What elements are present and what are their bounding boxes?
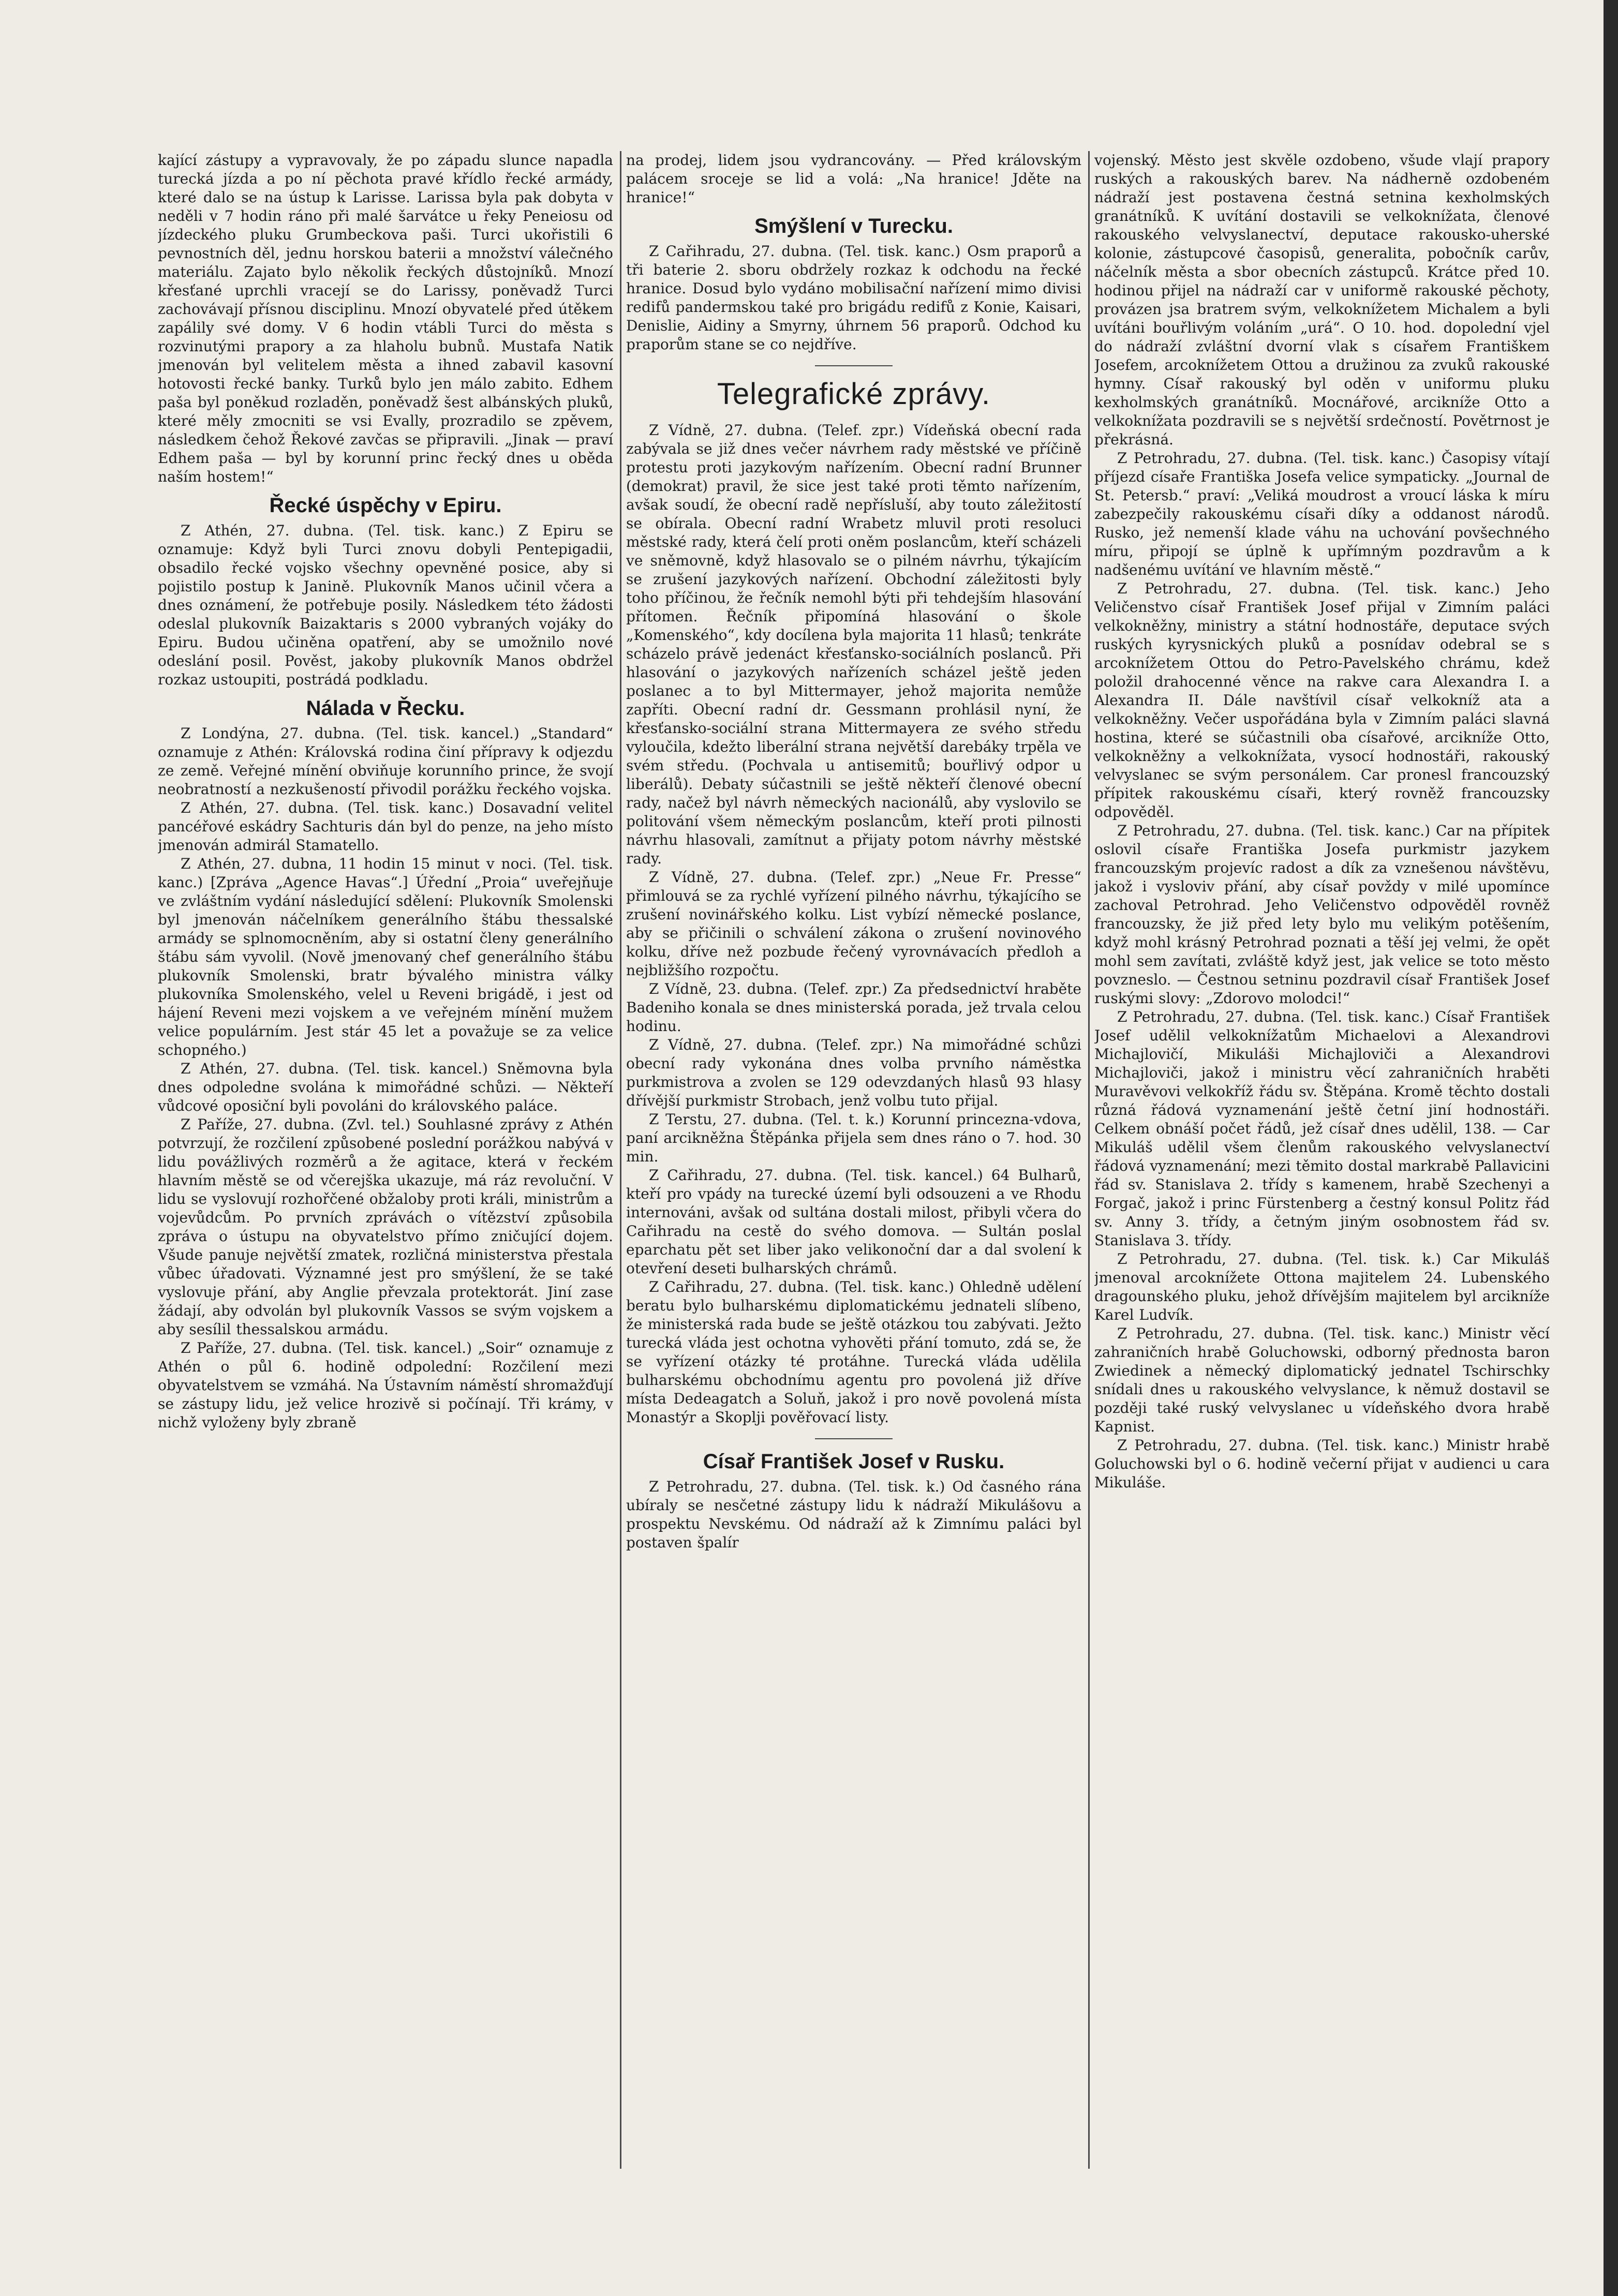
article-paragraph: Z Cařihradu, 27. dubna. (Tel. tisk. kanc.) Osm praporů a tři baterie 2. sboru obdržely rozkaz k odchodu na řecké hranice. Dosud bylo vydáno mobilisační nařízení mimo divisi redifů pandermskou také pro brigádu redifů z Konie, Kaisari, Denislie, Aidiny a Smyrny, úhrnem 56 praporů. Odchod ku praporům stane se co nejdříve. (626, 243, 1081, 353)
article-paragraph: na prodej, lidem jsou vydrancovány. — Před královským palácem sroceje se lid a volá: „Na hranice! Jděte na hranice!“ (626, 152, 1081, 206)
article-paragraph: Z Vídně, 27. dubna. (Telef. zpr.) „Neue Fr. Presse“ přimlouvá se za rychlé vyřízení pilného návrhu, týkajícího se zrušení novinářského kolku. List vybízí německé poslance, aby se přičinili o schválení zákona o zrušení novinového kolku, dříve než pozbude řečený vyrovnávacích předloh a nejbližšího rozpočtu. (626, 869, 1081, 979)
column-3 (1094, 151, 1550, 2241)
article-paragraph: Z Petrohradu, 27. dubna. (Tel. tisk. kanc.) Jeho Veličenstvo císař František Josef přijal v Zimním paláci velkokněžny, ministry a státní hodnostáře, deputace svých ruských kyrysnických pluků a posnídav odebral se s arcoknížetem Ottou do Petro-Pavelského chrámu, kdež položil drahocenné věnce na rakve cara Alexandra I. a Alexandra II. Dále navštívil císař velkokníž ata a velkokněžny. Večer uspořádána byla v Zimním paláci slavná hostina, které se súčastnili oba císařové, arcikníže Otto, velkokněžny a velkoknížata, vysocí hodnostáři, rakouský velvyslanec se svým personálem. Car pronesl francouzský přípitek rakouskému císaři, který rovněž francouzsky odpověděl. (1094, 580, 1550, 821)
article-paragraph: Z Athén, 27. dubna. (Tel. tisk. kanc.) Z Epiru se oznamuje: Když byli Turci znovu dobyli Pentepigadii, obsadilo řecké vojsko všechny opevněné posice, aby si pojistilo postup k Janině. Plukovník Manos učinil včera a dnes oznámení, že potřebuje posily. Následkem této žádosti odeslal plukovník Baizaktaris s 2000 vybraných vojáky do Epiru. Budou učiněna opatření, aby se umožnilo nové odeslání posil. Pověst, jakoby plukovník Manos obdržel rozkaz ustoupiti, postrádá podkladu. (158, 522, 613, 688)
article-paragraph: vojenský. Město jest skvěle ozdobeno, všude vlají prapory ruských a rakouských barev. Na nádherně ozdobeném nádraží jest postavena čestná setnina kexholmských granátníků. K uvítání dostavili se velkoknížata, členové rakouského velvyslanectví, deputace rakousko-uherské kolonie, zástupcové časopisů, generalita, pobočník carův, náčelník města a sbor obecních zástupců. Krátce před 10. hodinou přijel na nádraží car v uniformě rakouské pěchoty, provázen jsa bratrem svým, velkoknížetem Michalem a byli uvítáni bouřlivým voláním „urá“. O 10. hod. dopolední vjel do nádraží zvláštní dvorní vlak s císařem Františkem Josefem, arcoknížetem Ottou a družinou za zvuků rakouské hymny. Císař rakouský byl oděn v uniformu pluku kexholmských granátníků. Mocnářové, arcikníže Otto a velkoknížata pozdravili se s největší srdečností. Povětrnost je překrásná. (1094, 152, 1550, 448)
article-paragraph: Z Athén, 27. dubna. (Tel. tisk. kanc.) Dosavadní velitel pancéřové eskádry Sachturis dán byl do penze, na jeho místo jmenován admirál Stamatello. (158, 799, 613, 854)
article-paragraph: Z Paříže, 27. dubna. (Zvl. tel.) Souhlasné zprávy z Athén potvrzují, že rozčilení způsobené poslední porážkou nabývá v lidu povážlivých rozměrů a že agitace, která v řeckém hlavním městě se od včerejška ukazuje, má ráz revoluční. V lidu se vyslovují rozhořčené obžaloby proti králi, ministrům a vojevůdcům. Po prvních zprávách o vítězství způsobila zpráva o ústupu na obyvatelstvo přímo zničující dojem. Všude panuje největší zmatek, rozličná ministerstva přestala vůbec úřadovati. Významné jest pro smýšlení, že se také vyslovuje přání, aby Anglie převzala protektorát. Jiní zase žádají, aby odvolán byl plukovník Vassos se svým vojskem a aby sesílil thessalskou armádu. (158, 1116, 613, 1338)
article-paragraph: Z Cařihradu, 27. dubna. (Tel. tisk. kanc.) Ohledně udělení beratu bylo bulharskému diplomatickému jednateli slíbeno, že ministerská rada bude se ještě otázkou tou zabývati. Ježto turecká vláda jest ochotna vyhověti přání tomuto, zdá se, že se vyřízení otázky té protáhne. Turecká vláda udělila bulharskému obchodnímu agentu pro povolená již dříve místa Dedeagatch a Soluň, jakož i pro nově povolená místa Monastýr a Skoplji pověřovací listy. (626, 1278, 1081, 1426)
section-heading: Smýšlení v Turecku. (754, 215, 953, 237)
article-paragraph: Z Vídně, 23. dubna. (Telef. zpr.) Za předsednictví hraběte Badeniho konala se dnes ministerská porada, jež trvala celou hodinu. (626, 980, 1081, 1035)
article-paragraph: Z Cařihradu, 27. dubna. (Tel. tisk. kancel.) 64 Bulharů, kteří pro vpády na turecké území byli odsouzeni a ve Rhodu internováni, avšak od sultána dostali milost, přibyli včera do Cařihradu na cestě do svého domova. — Sultán poslal eparchatu pět set liber jako velikonoční dar a dal svolení k otevření deseti bulharských chrámů. (626, 1167, 1081, 1277)
section-heading: Řecké úspěchy v Epiru. (269, 494, 502, 517)
article-paragraph: Z Petrohradu, 27. dubna. (Tel. tisk. k.) Car Mikuláš jmenoval arcoknížete Ottona majitelem 24. Lubenského dragounského pluku, jehož dřívějším majitelem byl arcikníže Karel Ludvík. (1094, 1250, 1550, 1323)
article-paragraph: kající zástupy a vypravovaly, že po západu slunce napadla turecká jízda a po ní pěchota pravé křídlo řecké armády, které dalo se na ústup k Larisse. Larissa byla pak dobyta v neděli v 7 hodin ráno při malé šarvátce u řeky Peneiosu od jízdeckého pluku Grumbeckova paši. Turci ukořistili 6 pevnostních děl, jednu horskou baterii a množství válečného materiálu. Zajato bylo několik řeckých důstojníků. Mnozí křesťané uprchli vracejí se do Larissy, poněvadž Turci zachovávají přísnou disciplinu. Mnozí obyvatelé před útěkem zapálily své domy. V 6 hodin vtábli Turci do města s rozvinutými prapory a za hlaholu bubnů. Mustafa Natik jmenován byl velitelem města a ihned zabavil kasovní hotovosti řecké banky. Turků bylo jen málo zabito. Edhem paša byl poněkud rozladěn, poněvadž šest albánských pluků, které měly zmocniti se vsi Evally, prozradilo se zpěvem, následkem čehož Řekové zavčas se připravili. „Jinak — praví Edhem paša — byl by korunní princ řecký dnes u oběda naším hostem!“ (158, 152, 613, 485)
article-paragraph: Z Petrohradu, 27. dubna. (Tel. tisk. kanc.) Car na přípitek oslovil císaře Františka Josefa purkmistr jazykem francouzským projevíc radost a dík za vznešenou návštěvu, jakož i vysloviv přání, aby císař povždy v milé upomínce zachoval Petrohrad. Jeho Veličenstvo odpověděl rovněž francouzsky, že již před lety bylo mu velikým potěšením, když mohl krásný Petrohrad poznati a těší jej velmi, že opět mohl sem zavítati, zvláště když jest, jak velice se toto město povzneslo. — Čestnou setninu pozdravil císař František Josef ruskými slovy: „Zdorovo molodci!“ (1094, 822, 1550, 1007)
section-heading: Nálada v Řecku. (306, 697, 465, 720)
article-paragraph: Z Vídně, 27. dubna. (Telef. zpr.) Vídeňská obecní rada zabývala se již dnes večer návrhem rady městské ve příčině protestu proti jazykovým nařízením. Obecní radní Brunner (demokrat) pravil, že sice jest také proti těmto nařízením, avšak soudí, že obecní radě nepřísluší, aby touto záležitostí se obírala. Obecní radní Wrabetz mluvil proti resoluci městské rady, která čelí proti oněm poslancům, kteří scházeli ve sněmovně, když hlasovalo se o pilném návrhu, týkajícím se zrušení jazykových nařízení. Obchodní záležitosti byly toho příčinou, že řečník nemohl býti při tehdejším hlasování přítomen. Řečník připomíná hlasování o škole „Komenského“, kdy docílena byla majorita 11 hlasů; tenkráte scházelo právě jedenáct křesťansko-sociálních poslanců. Při hlasování o jazykových nařízeních scházel ještě jeden poslanec a to byl Mittermayer, jehož majorita nemůže zapříti. Obecní radní dr. Gessmann prohlásil nyní, že křesťansko-sociální strana Mittermayera ze svého středu vyloučila, kdežto liberální strana největší darebáky trpěla ve svém středu. (Pochvala u antisemitů; bouřlivý odpor u liberálů). Debaty súčastnili se ještě někteří členové obecní rady, načež byl návrh německých nacionálů, aby vyslovilo se politování všem německým poslancům, kteří proti pilnosti návrhu hlasovali, zamítnut a přijaty potom návrhy městské rady. (626, 422, 1081, 867)
columns (158, 151, 1550, 2241)
section-heading: Císař František Josef v Rusku. (703, 1450, 1005, 1473)
article-paragraph: Z Petrohradu, 27. dubna. (Tel. tisk. kanc.) Ministr hrabě Goluchowski byl o 6. hodině večerní přijat v audienci u cara Mikuláše. (1094, 1437, 1550, 1491)
article-paragraph: Z Petrohradu, 27. dubna. (Tel. tisk. kanc.) Císař František Josef udělil velkoknížatům Michaelovi a Alexandrovi Michajlovičí, Mikuláši Michajloviči a Alexandrovi Michajloviči, jakož i ministru věcí zahraničních hraběti Muravěvovi velkokříž řádu sv. Štěpána. Kromě těchto dostali různá řádová vyznamenání ještě četní jiní hodnostáři. Celkem obnáší počet řádů, jež císař dnes udělil, 138. — Car Mikuláš udělil všem členům rakouského velvyslanectví řádová vyznamenání; mezi těmito dostal markrabě Pallavicini řád sv. Stanislava 2. třídy s kamenem, hrabě Szechenyi a Forgač, jakož i princ Fürstenberg a čestný konsul Politz řád sv. Anny 3. třídy, a četným jiným osobnostem řád sv. Stanislava 3. třídy. (1094, 1008, 1550, 1249)
scan-edge (1604, 0, 1618, 2296)
article-paragraph: Z Paříže, 27. dubna. (Tel. tisk. kancel.) „Soir“ oznamuje z Athén o půl 6. hodině odpolední: Rozčilení mezi obyvatelstvem se vzmáhá. Na Ústavním náměstí shromažďují se zástupy lidu, jež velice hrozivě si počínají. Tři krámy, v nichž vyloženy byly zbraně (158, 1339, 613, 1431)
article-paragraph: Z Londýna, 27. dubna. (Tel. tisk. kancel.) „Standard“ oznamuje z Athén: Královská rodina činí přípravy k odjezdu ze země. Veřejné mínění obviňuje korunního prince, že svojí neobratností a nezkušeností přivodil porážku řeckého vojska. (158, 725, 613, 798)
article-paragraph: Z Vídně, 27. dubna. (Telef. zpr.) Na mimořádné schůzi obecní rady vykonána dnes volba prvního náměstka purkmistrova a zvolen se 129 odevzdaných hlasů 93 hlasy dřívější purkmistr Strobach, jenž volbu tuto přijal. (626, 1036, 1081, 1109)
main-heading: Telegrafické zprávy. (717, 377, 991, 411)
article-paragraph: Z Athén, 27. dubna. (Tel. tisk. kancel.) Sněmovna byla dnes odpoledne svolána k mimořádné schůzi. — Někteří vůdcové oposiční byli povoláni do královského paláce. (158, 1060, 613, 1114)
article-paragraph: Z Petrohradu, 27. dubna. (Tel. tisk. kanc.) Časopisy vítají příjezd císaře Františka Josefa velice sympaticky. „Journal de St. Petersb.“ praví: „Veliká moudrost a vroucí láska k míru zabezpečily rakouskému císaři díky a oddanost národů. Rusko, jež nemenší klade váhu na uchování povšechného míru, připojí se úplně k upřímným pozdravům a k nadšenému uvítání ve hlavním městě.“ (1094, 450, 1550, 578)
section-separator (815, 1438, 893, 1439)
article-paragraph: Z Terstu, 27. dubna. (Tel. t. k.) Korunní princezna-vdova, paní arcikněžna Štěpánka přijela sem dnes ráno o 7. hod. 30 min. (626, 1111, 1081, 1165)
column-2 (626, 151, 1081, 2241)
article-paragraph: Z Petrohradu, 27. dubna. (Tel. tisk. k.) Od časného rána ubíraly se nesčetné zástupy lidu k nádraží Mikulášovu a prospektu Nevskému. Od nádraží až k Zimnímu paláci byl postaven špalír (626, 1478, 1081, 1551)
section-separator (815, 365, 893, 366)
column-1 (158, 151, 613, 2241)
article-paragraph: Z Petrohradu, 27. dubna. (Tel. tisk. kanc.) Ministr věcí zahraničních hrabě Goluchowski, odborný přednosta baron Zwiedinek a německý diplomatický jednatel Tschirschky snídali dnes u rakouského velvyslance, k němuž dostavil se později také ruský velvyslanec u vídeňského dvora hrabě Kapnist. (1094, 1325, 1550, 1435)
article-paragraph: Z Athén, 27. dubna, 11 hodin 15 minut v noci. (Tel. tisk. kanc.) [Zpráva „Agence Havas“.] Úřední „Proia“ uveřejňuje ve zvláštním vydání následující sdělení: Plukovník Smolenski byl jmenován náčelníkem generálního štábu thessalské armády se splnomocněním, aby si ostatní členy generálního štábu sám vyvolil. (Nově jmenovaný chef generálního štábu plukovník Smolenski, bratr bývalého ministra války plukovníka Smolenského, velel u Reveni brigádě, i jest od hájení Reveni mezi vojskem a ve veřejném mínění mužem velice populárním. Jest stár 45 let a považuje se za velice schopného.) (158, 855, 613, 1058)
